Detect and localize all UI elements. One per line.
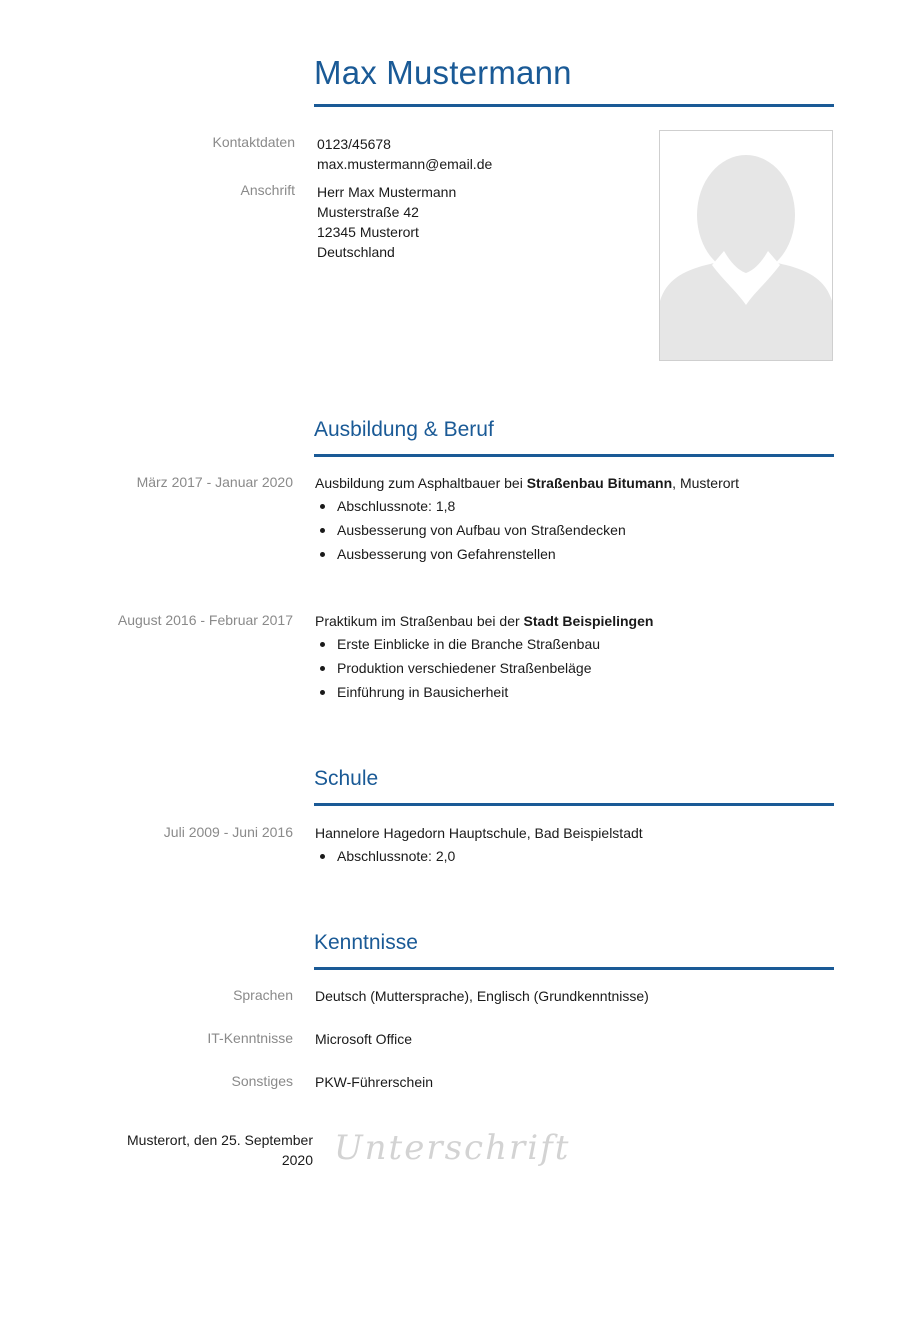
skill-value-languages: Deutsch (Muttersprache), Englisch (Grundkenntnisse) [315, 988, 649, 1004]
entry-title-prefix: Praktikum im Straßenbau bei der [315, 613, 524, 629]
list-item: Produktion verschiedener Straßenbeläge [315, 656, 600, 680]
entry-bullet-list [315, 844, 455, 868]
entry-title-suffix: , Musterort [672, 475, 740, 491]
entry-title: Hannelore Hagedorn Hauptschule, Bad Beispielstadt [315, 825, 643, 841]
place-date-line-2: 2020 [281, 1152, 313, 1168]
skill-value-other: PKW-Führerschein [315, 1074, 434, 1090]
list-item: Einführung in Bausicherheit [315, 680, 600, 704]
section-divider-education-work [314, 454, 834, 457]
entry-date: Juli 2009 - Juni 2016 [163, 824, 293, 840]
address-line-4: Deutschland [317, 244, 395, 260]
contact-email: max.mustermann@email.de [317, 156, 493, 172]
skill-label-languages: Sprachen [233, 987, 293, 1003]
entry-title [315, 611, 653, 631]
entry-bullet-list [315, 494, 626, 566]
skill-value-it: Microsoft Office [315, 1031, 412, 1047]
profile-photo-placeholder [659, 130, 833, 361]
list-item: Erste Einblicke in die Branche Straßenbau [315, 632, 600, 656]
name-divider [314, 104, 834, 107]
address-line-3: 12345 Musterort [317, 224, 419, 240]
address-label: Anschrift [240, 182, 295, 198]
entry-company: Straßenbau Bitumann [526, 475, 673, 491]
section-title-school: Schule [314, 767, 379, 790]
entry-bullet-list [315, 632, 600, 704]
list-item: Ausbesserung von Aufbau von Straßendecken [315, 518, 626, 542]
section-title-skills: Kenntnisse [314, 931, 418, 954]
skill-label-it: IT-Kenntnisse [207, 1030, 293, 1046]
section-title-education-work: Ausbildung & Beruf [314, 418, 494, 441]
entry-date: August 2016 - Februar 2017 [117, 612, 293, 628]
list-item: Abschlussnote: 2,0 [315, 844, 455, 868]
section-divider-school [314, 803, 834, 806]
skill-label-other: Sonstiges [231, 1073, 293, 1089]
entry-date: März 2017 - Januar 2020 [136, 474, 293, 490]
address-line-2: Musterstraße 42 [317, 204, 419, 220]
entry-title [315, 473, 739, 493]
contact-phone: 0123/45678 [317, 136, 391, 152]
applicant-name: Max Mustermann [314, 54, 572, 91]
section-divider-skills [314, 967, 834, 970]
contact-label: Kontaktdaten [212, 134, 295, 150]
person-silhouette-icon [660, 131, 832, 360]
list-item: Ausbesserung von Gefahrenstellen [315, 542, 626, 566]
signature: Unterschrift [334, 1128, 571, 1168]
list-item: Abschlussnote: 1,8 [315, 494, 626, 518]
place-date-line-1: Musterort, den 25. September [127, 1132, 313, 1148]
entry-company: Stadt Beispielingen [523, 613, 654, 629]
entry-title-prefix: Ausbildung zum Asphaltbauer bei [315, 475, 527, 491]
address-line-1: Herr Max Mustermann [317, 184, 457, 200]
